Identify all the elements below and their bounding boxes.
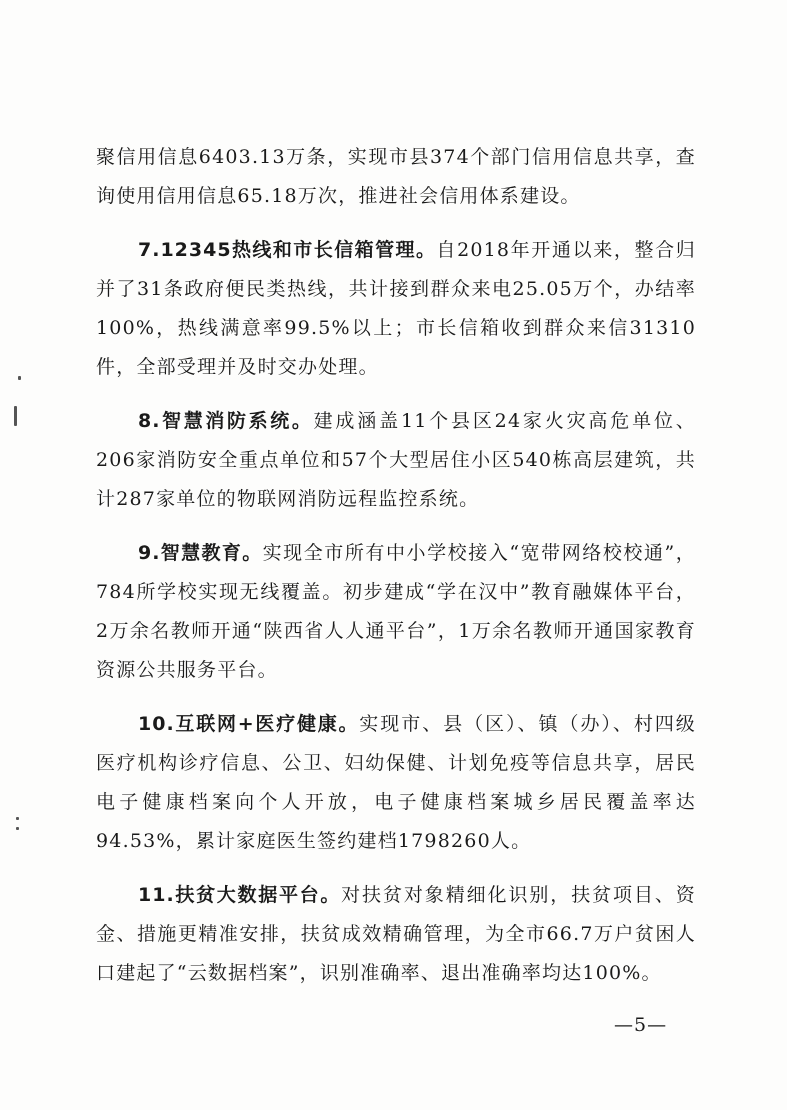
scan-speck [16, 817, 19, 820]
paragraph-text: 实现全市所有中小学校接入“宽带网络校校通”，784所学校实现无线覆盖。初步建成“学在汉中”教育融媒体平台，2万余名教师开通“陕西省人人通平台”，1万余名教师开通国家教育资源公共服务平台。 [96, 542, 696, 681]
paragraph-smart-education [96, 534, 696, 690]
scan-speck [18, 376, 21, 380]
section-heading: 7.12345热线和市长信箱管理。 [138, 239, 437, 261]
paragraph-text: 对扶贫对象精细化识别，扶贫项目、资金、措施更精准安排，扶贫成效精确管理，为全市66.7万户贫困人口建起了“云数据档案”，识别准确率、退出准确率均达100%。 [96, 884, 696, 984]
paragraph-credit-info [96, 138, 696, 216]
paragraph-poverty-big-data [96, 876, 696, 993]
page-number: —5— [614, 1014, 668, 1036]
paragraph-12345-hotline [96, 231, 696, 387]
section-heading: 8.智慧消防系统。 [138, 410, 314, 432]
scan-speck [16, 827, 19, 830]
section-heading: 9.智慧教育。 [138, 542, 263, 564]
scan-speck [14, 406, 17, 426]
document-body [96, 138, 696, 1008]
paragraph-smart-fire [96, 402, 696, 519]
paragraph-text: 实现市、县（区）、镇（办）、村四级医疗机构诊疗信息、公卫、妇幼保健、计划免疫等信息共享，居民电子健康档案向个人开放，电子健康档案城乡居民覆盖率达94.53%，累计家庭医生签约建档1798260人。 [96, 713, 696, 852]
paragraph-text: 建成涵盖11个县区24家火灾高危单位、206家消防安全重点单位和57个大型居住小区540栋高层建筑，共计287家单位的物联网消防远程监控系统。 [96, 410, 696, 510]
section-heading: 11.扶贫大数据平台。 [138, 884, 342, 906]
paragraph-internet-healthcare [96, 705, 696, 861]
paragraph-text: 聚信用信息6403.13万条，实现市县374个部门信用信息共享，查询使用信用信息65.18万次，推进社会信用体系建设。 [96, 146, 696, 207]
section-heading: 10.互联网+医疗健康。 [138, 713, 360, 735]
paragraph-text: 自2018年开通以来，整合归并了31条政府便民类热线，共计接到群众来电25.05万个，办结率100%，热线满意率99.5%以上；市长信箱收到群众来信31310件，全部受理并及时交办处理。 [96, 239, 697, 378]
